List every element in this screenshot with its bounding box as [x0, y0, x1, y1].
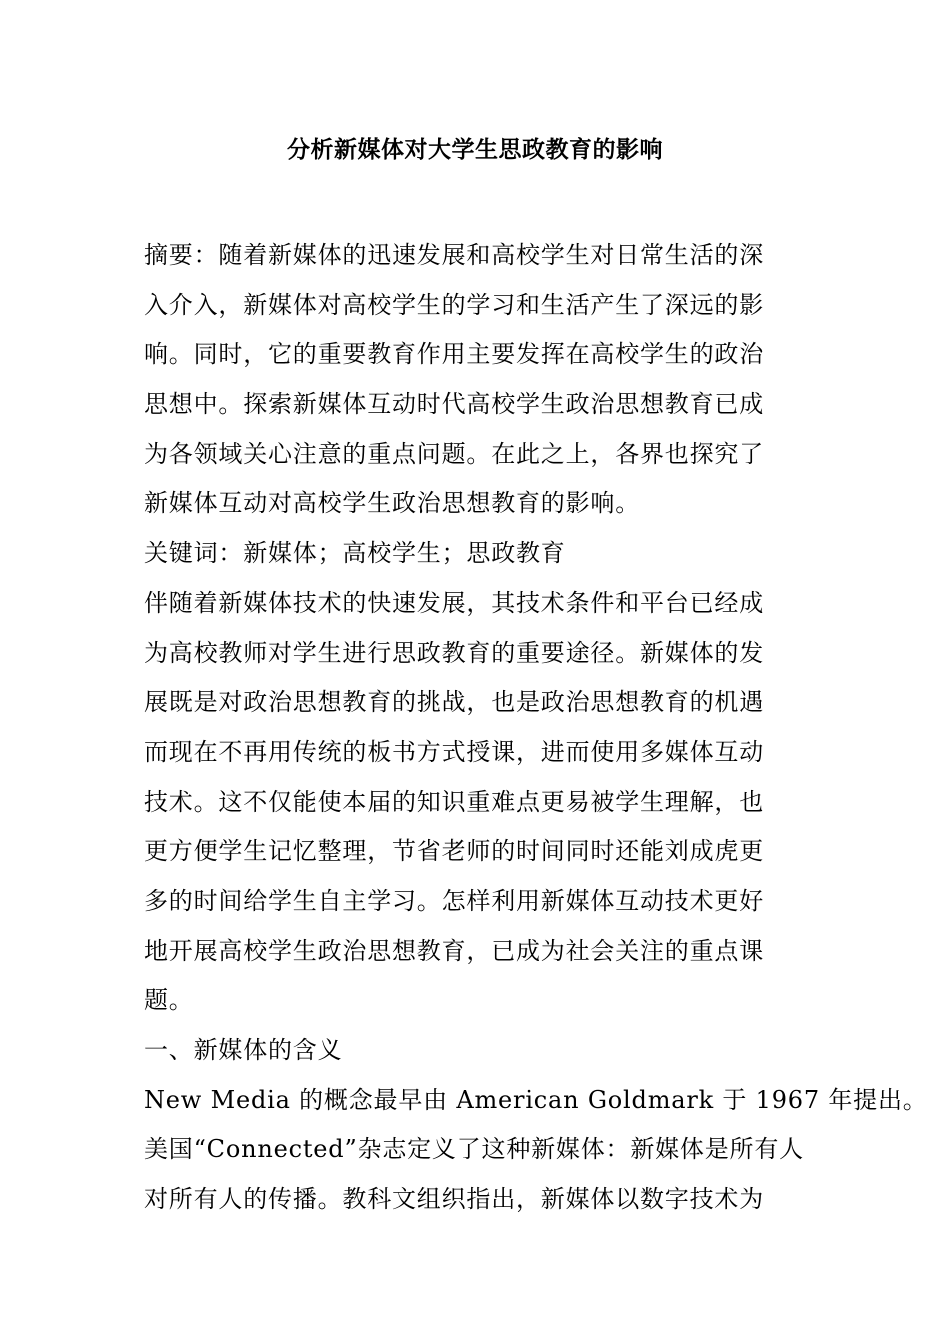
document-body — [144, 231, 928, 1225]
section-heading-text: 一、新媒体的含义 — [144, 1036, 343, 1064]
abstract-line: 摘要：随着新媒体的迅速发展和高校学生对日常生活的深 — [144, 241, 764, 269]
abstract-line: 为各领域关心注意的重点问题。在此之上，各界也探究了 — [144, 439, 764, 468]
keywords-line: 关键词：新媒体；高校学生；思政教育 — [144, 539, 566, 568]
intro-line: 而现在不再用传统的板书方式授课，进而使用多媒体互动 — [144, 737, 764, 766]
section1-paragraph — [144, 1076, 928, 1225]
intro-line: 地开展高校学生政治思想教育，已成为社会关注的重点课 — [144, 936, 764, 965]
section-heading — [144, 1026, 820, 1076]
intro-line: 题。 — [144, 986, 194, 1015]
intro-line: 展既是对政治思想教育的挑战，也是政治思想教育的机遇 — [144, 688, 764, 717]
intro-paragraph — [144, 579, 820, 1026]
intro-line: 技术。这不仅能使本届的知识重难点更易被学生理解，也 — [144, 787, 764, 816]
section1-line: 对所有人的传播。教科文组织指出，新媒体以数字技术为 — [144, 1185, 764, 1214]
section1-line: New Media 的概念最早由 American Goldmark 于 1967 年提出。 — [144, 1085, 928, 1114]
keywords-paragraph — [144, 529, 820, 579]
intro-line: 伴随着新媒体技术的快速发展，其技术条件和平台已经成 — [144, 588, 764, 617]
intro-line: 多的时间给学生自主学习。怎样利用新媒体互动技术更好 — [144, 886, 764, 915]
abstract-line: 响。同时，它的重要教育作用主要发挥在高校学生的政治 — [144, 340, 764, 369]
abstract-line: 新媒体互动对高校学生政治思想教育的影响。 — [144, 489, 640, 518]
intro-line: 为高校教师对学生进行思政教育的重要途径。新媒体的发 — [144, 638, 764, 667]
abstract-paragraph — [144, 231, 820, 529]
section1-line: 美国“Connected”杂志定义了这种新媒体：新媒体是所有人 — [144, 1135, 804, 1164]
abstract-line: 入介入，新媒体对高校学生的学习和生活产生了深远的影 — [144, 290, 764, 319]
intro-line: 更方便学生记忆整理，节省老师的时间同时还能刘成虎更 — [144, 837, 764, 866]
document-title: 分析新媒体对大学生思政教育的影响 — [287, 137, 663, 163]
abstract-line: 思想中。探索新媒体互动时代高校学生政治思想教育已成 — [144, 390, 764, 419]
